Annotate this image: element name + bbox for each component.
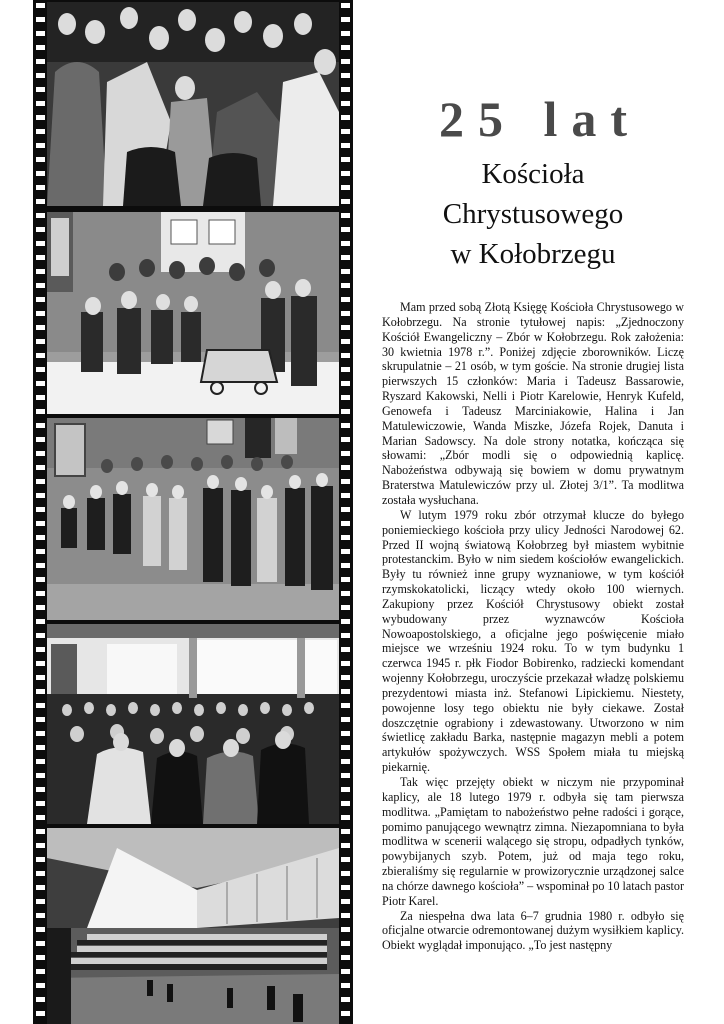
article-paragraph-3: Tak więc przejęty obiekt w niczym nie przypominał kaplicy, ale 18 lutego 1979 r. odbyła się tam pierwsza modlitwa. „Pamiętam to nabożeństwo pełne radości i gorące, pomimo panującego wewnątrz zimna. Niezapomniana to była modlitwa w scenerii walącego się stropu, odpadłych tynków, powybijanych szyb. Potem, już od maja tego roku, zbieraliśmy się regularnie w prowizorycznie urządzonej salce na chórze dawnego kościoła” – wspominał po 10 latach pastor Piotr Karel. — [382, 775, 684, 908]
article-title: 25 lat — [438, 91, 642, 147]
photo-large-hall-gathering — [47, 828, 339, 1024]
film-strip — [33, 0, 353, 1024]
article-paragraph-2: W lutym 1979 roku zbór otrzymał klucze do byłego poniemieckiego kościoła przy ulicy Jedności Narodowej 62. Przed II wojną światową Kołobrzeg był miastem wybitnie protestanckim. Było w nim siedem kościołów ewangelickich. Były tu również inne grupy wyznaniowe, w tym kościół rzymskokatolicki, liczący wtedy około 100 wiernych. Zakupiony przez Kościół Chrystusowy obiekt został wybudowany przez wyznawców Kościoła Nowoapostolskiego, a oficjalne jego poświęcenie miało miejsce we wrześniu 1924 roku. To w tym budynku 1 czerwca 1945 r. płk Fiodor Bobirenko, radziecki komendant wojenny Kołobrzegu, uroczyście przekazał władzę polskiemu prezydentowi miasta inż. Stefanowi Lipickiemu. Niestety, powojenne losy tego obiektu nie były ciekawe. Został doszczętnie ograbiony i zdewastowany. Utworzono w nim świetlicę zakładu Barka, następnie magazyn mebli a potem artykułów spożywczych. WSS Społem miała tu miejską piekarnię. — [382, 507, 684, 775]
photo-large-group-outdoor — [47, 418, 339, 620]
film-perforations-right — [341, 0, 350, 1024]
article-paragraph-1: Mam przed sobą Złotą Księgę Kościoła Chrystusowego w Kołobrzegu. Na stronie tytułowej napis: „Zjednoczony Kościół Ewangeliczny – Zbór w Kołobrzegu. Rok założenia: 30 kwietnia 1978 r.”. Poniżej zdjęcie zborowników. Liczę skrupulatnie – 21 osób, w tym goście. Na stronie drugiej lista pierwszych 15 członków: Maria i Tadeusz Bassarowie, Ryszard Kakowski, Nelli i Piotr Karelowie, Henryk Kufeld, Genowefa i Tadeusz Marciniakowie, Halina i Jan Matulewiczowie, Wanda Miszke, Józefa Rojek, Danuta i Marian Sadowscy. Na dole strony notatka, kończąca się słowami: „Zbór modli się o odpowiednią kaplicę. Nabożeństwa odbywają się bowiem w domu prywatnym Braterstwa Matulewiczów przy ul. Złotej 3/1”. Ta modlitwa została wysłuchana. — [382, 300, 684, 507]
photo-congregation-seated — [47, 624, 339, 824]
subtitle-line-1: Kościoła — [481, 158, 585, 190]
article-body — [382, 300, 684, 953]
subtitle-line-3: w Kołobrzegu — [450, 238, 616, 270]
photo-winter-church-entrance — [47, 212, 339, 414]
subtitle-line-2: Chrystusowego — [442, 198, 624, 230]
article-paragraph-4: Za niespełna dwa lata 6–7 grudnia 1980 r. odbyło się oficjalne otwarcie odremontowanej dużym wysiłkiem kaplicy. Obiekt wyglądał imponująco. „To jest następny — [382, 908, 684, 953]
article-subtitle — [380, 154, 686, 274]
photo-congregation-group-1978 — [47, 2, 339, 206]
film-perforations-left — [36, 0, 45, 1024]
